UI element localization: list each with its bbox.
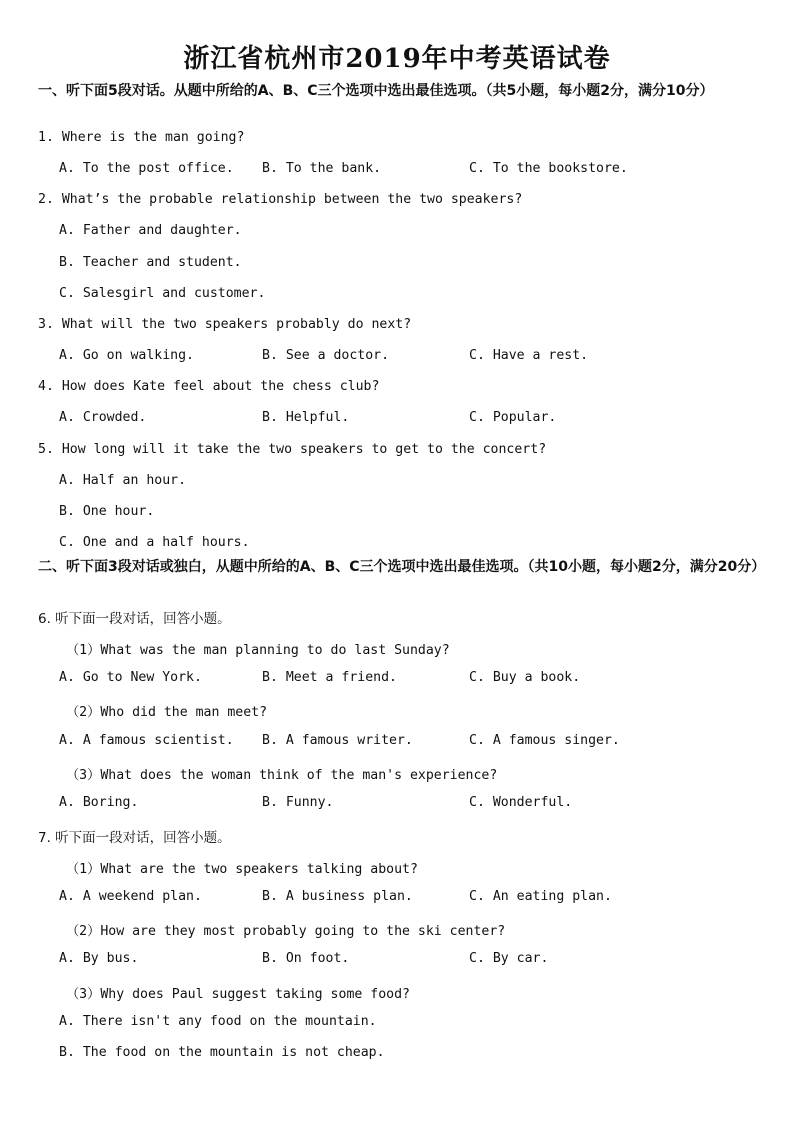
question-2: 2. What’s the probable relationship between the two speakers? bbox=[38, 192, 523, 207]
question-6: 6. 听下面一段对话，回答小题。 bbox=[38, 611, 231, 627]
q6-3-option-a: A. Boring. bbox=[59, 795, 139, 810]
question-3: 3. What will the two speakers probably do next? bbox=[38, 317, 412, 332]
q6-2-option-a: A. A famous scientist. bbox=[59, 733, 234, 748]
page-title: 浙江省杭州市2019年中考英语试卷 bbox=[183, 44, 611, 74]
q6-1-option-a: A. Go to New York. bbox=[59, 670, 202, 685]
q7-sub-3: （3）Why does Paul suggest taking some food? bbox=[66, 987, 410, 1002]
q7-2-option-a: A. By bus. bbox=[59, 951, 139, 966]
section-2-heading: 二、听下面3段对话或独白，从题中所给的A、B、C三个选项中选出最佳选项。（共10小题，每小题2分，满分20分） bbox=[38, 559, 766, 575]
q7-3-option-b: B. The food on the mountain is not cheap. bbox=[59, 1045, 385, 1060]
q2-option-a: A. Father and daughter. bbox=[59, 223, 242, 238]
q2-option-b: B. Teacher and student. bbox=[59, 255, 242, 270]
q7-sub-2: （2）How are they most probably going to the ski center? bbox=[66, 924, 506, 939]
q1-option-b: B. To the bank. bbox=[262, 161, 382, 176]
q7-2-option-c: C. By car. bbox=[469, 951, 549, 966]
q3-option-b: B. See a doctor. bbox=[262, 348, 390, 363]
question-1: 1. Where is the man going? bbox=[38, 130, 245, 145]
question-7: 7. 听下面一段对话，回答小题。 bbox=[38, 830, 231, 846]
question-5: 5. How long will it take the two speakers to get to the concert? bbox=[38, 442, 547, 457]
q6-sub-3: （3）What does the woman think of the man's experience? bbox=[66, 768, 498, 783]
q7-1-option-a: A. A weekend plan. bbox=[59, 889, 202, 904]
q4-option-c: C. Popular. bbox=[469, 410, 557, 425]
q2-option-c: C. Salesgirl and customer. bbox=[59, 286, 266, 301]
q4-option-a: A. Crowded. bbox=[59, 410, 147, 425]
q1-option-c: C. To the bookstore. bbox=[469, 161, 628, 176]
q7-3-option-a: A. There isn't any food on the mountain. bbox=[59, 1014, 377, 1029]
q6-1-option-b: B. Meet a friend. bbox=[262, 670, 397, 685]
q4-option-b: B. Helpful. bbox=[262, 410, 350, 425]
question-4: 4. How does Kate feel about the chess club? bbox=[38, 379, 380, 394]
q3-option-c: C. Have a rest. bbox=[469, 348, 589, 363]
q7-2-option-b: B. On foot. bbox=[262, 951, 350, 966]
q6-3-option-c: C. Wonderful. bbox=[469, 795, 573, 810]
q6-2-option-b: B. A famous writer. bbox=[262, 733, 413, 748]
q3-option-a: A. Go on walking. bbox=[59, 348, 194, 363]
q7-1-option-c: C. An eating plan. bbox=[469, 889, 612, 904]
section-1-heading: 一、听下面5段对话。从题中所给的A、B、C三个选项中选出最佳选项。（共5小题，每小题2分，满分10分） bbox=[38, 83, 714, 99]
q5-option-c: C. One and a half hours. bbox=[59, 535, 250, 550]
q6-2-option-c: C. A famous singer. bbox=[469, 733, 620, 748]
q5-option-b: B. One hour. bbox=[59, 504, 155, 519]
q6-sub-2: （2）Who did the man meet? bbox=[66, 705, 268, 720]
q6-sub-1: （1）What was the man planning to do last Sunday? bbox=[66, 643, 450, 658]
q5-option-a: A. Half an hour. bbox=[59, 473, 187, 488]
q6-1-option-c: C. Buy a book. bbox=[469, 670, 581, 685]
q6-3-option-b: B. Funny. bbox=[262, 795, 334, 810]
q1-option-a: A. To the post office. bbox=[59, 161, 234, 176]
q7-1-option-b: B. A business plan. bbox=[262, 889, 413, 904]
q7-sub-1: （1）What are the two speakers talking about? bbox=[66, 862, 418, 877]
